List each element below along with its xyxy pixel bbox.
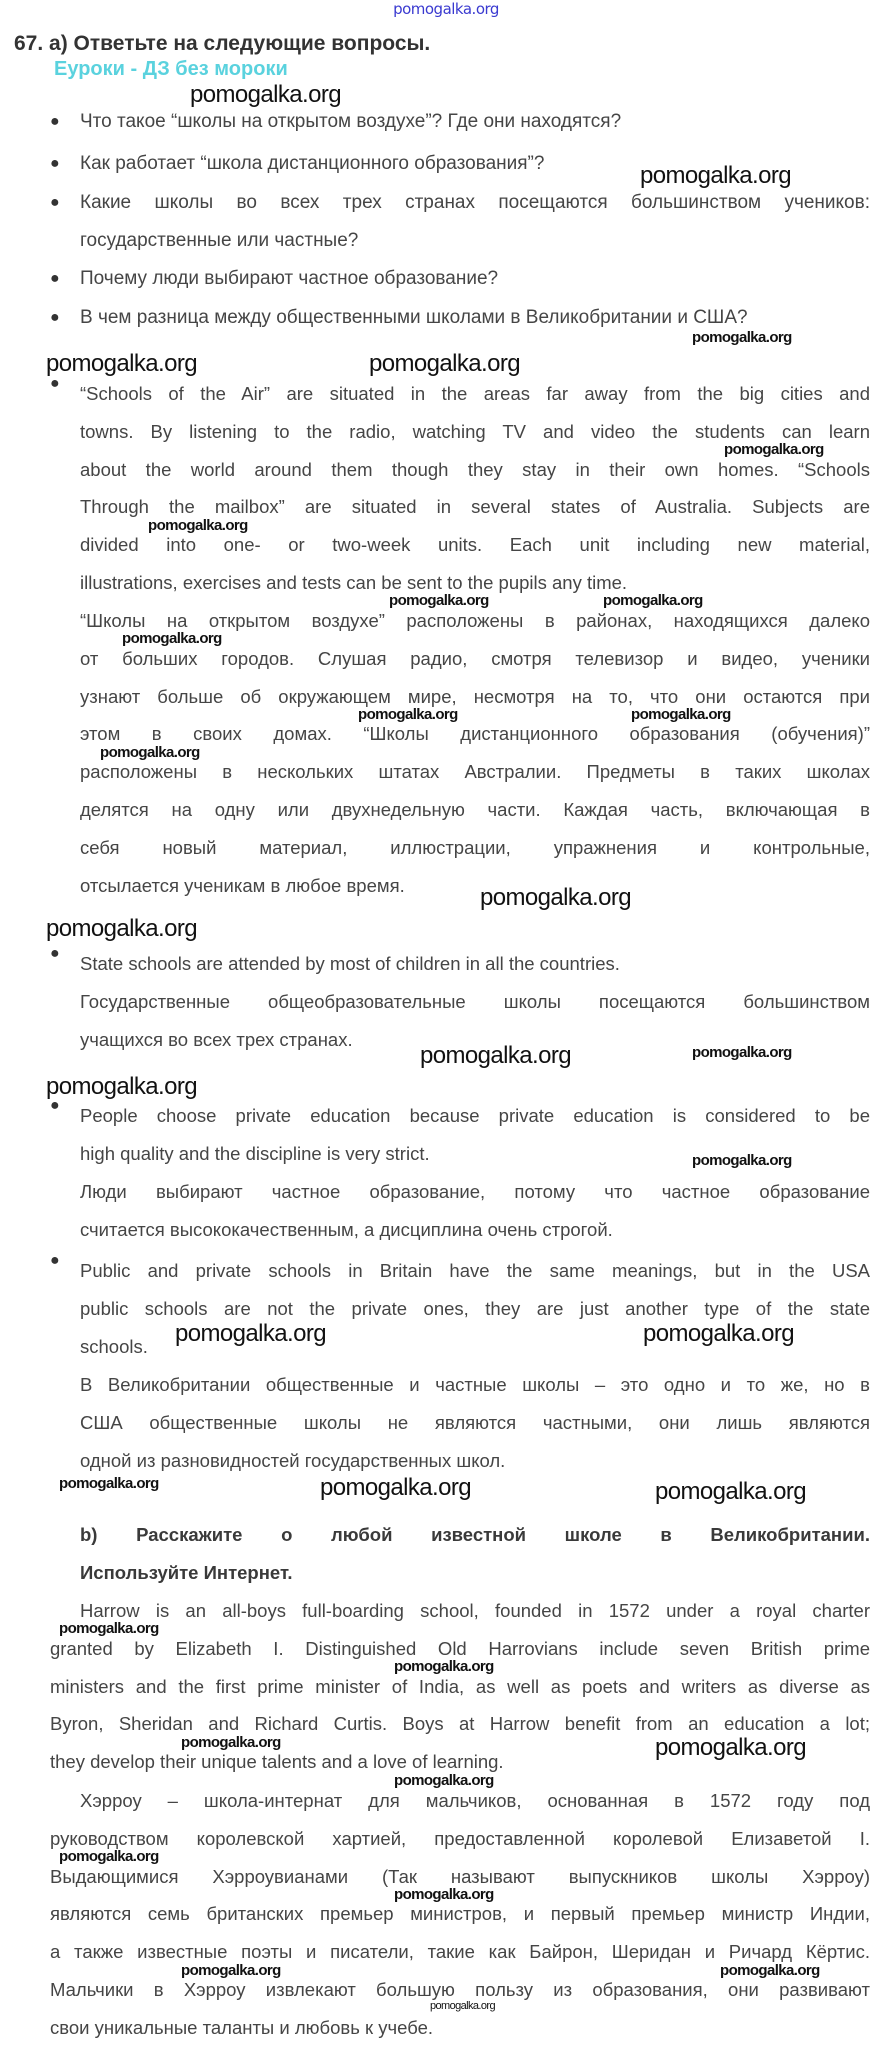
watermark: pomogalka.org bbox=[692, 329, 792, 346]
bullet-icon: ● bbox=[50, 155, 60, 172]
text-line: b) Расскажите о любой известной школе в Великобритании. bbox=[80, 1524, 870, 1545]
text-line: granted by Elizabeth I. Distinguished Old Harrovians include seven British prime bbox=[50, 1637, 870, 1659]
watermark: pomogalka.org bbox=[59, 1475, 159, 1492]
answer-russian bbox=[80, 1173, 870, 1249]
watermark: pomogalka.org bbox=[59, 1848, 159, 1866]
answer-russian bbox=[80, 1366, 870, 1479]
text-line: Как работает “школа дистанционного образования”? bbox=[80, 153, 545, 174]
text-line: а также известные поэты и писатели, такие как Байрон, Шеридан и Ричард Кёртис. bbox=[50, 1941, 870, 1963]
watermark: pomogalka.org bbox=[394, 1658, 494, 1676]
text-line: считается высококачественным, а дисциплина очень строгой. bbox=[80, 1218, 613, 1240]
text-line: США общественные школы не являются частными, они лишь являются bbox=[80, 1411, 870, 1433]
text-line: Выдающимися Хэрроувианами (Так называют выпускников школы Хэрроу) bbox=[50, 1865, 870, 1887]
text-line: divided into one- or two-week units. Each unit including new material, bbox=[80, 534, 870, 556]
question-item bbox=[50, 103, 870, 141]
text-line: одной из разновидностей государственных школ. bbox=[80, 1449, 506, 1471]
text-line: Public and private schools in Britain have the same meanings, but in the USA bbox=[80, 1260, 870, 1281]
text-line: schools. bbox=[80, 1335, 148, 1357]
text-line: Byron, Sheridan and Richard Curtis. Boys at Harrow benefit from an education a lot; bbox=[50, 1713, 870, 1735]
watermark: pomogalka.org bbox=[358, 706, 458, 723]
text-line: Люди выбирают частное образование, потому что частное образование bbox=[80, 1181, 870, 1202]
top-watermark: pomogalka.org bbox=[393, 0, 499, 18]
watermark: pomogalka.org bbox=[59, 1620, 159, 1638]
text-line: “Schools of the Air” are situated in the areas far away from the big cities and bbox=[80, 383, 870, 404]
text-line: Какие школы во всех трех странах посещаются большинством учеников: bbox=[80, 192, 870, 213]
text-line: Используйте Интернет. bbox=[80, 1561, 293, 1583]
bullet-icon: ● bbox=[50, 270, 60, 287]
text-line: Государственные общеобразовательные школы посещаются большинством bbox=[80, 991, 870, 1012]
bullet-icon: ● bbox=[50, 309, 60, 326]
answer-english bbox=[50, 945, 870, 983]
text-line: high quality and the discipline is very strict. bbox=[80, 1142, 430, 1164]
brand-label: Еуроки - ДЗ без мороки bbox=[54, 58, 288, 80]
watermark: pomogalka.org bbox=[394, 1771, 494, 1789]
watermark: pomogalka.org bbox=[46, 350, 197, 377]
text-line: towns. By listening to the radio, watching TV and video the students can learn bbox=[80, 420, 870, 442]
text-line: about the world around them though they stay in their own homes. “Schools bbox=[80, 458, 870, 480]
watermark: pomogalka.org bbox=[389, 592, 489, 610]
text-line: этом в своих домах. “Школы дистанционного образования (обучения)” bbox=[80, 723, 870, 745]
watermark: pomogalka.org bbox=[394, 1886, 494, 1903]
text-line: учащихся во всех трех странах. bbox=[80, 1028, 353, 1050]
watermark: pomogalka.org bbox=[692, 1044, 792, 1061]
answer-english bbox=[50, 1252, 870, 1365]
text-line: Почему люди выбирают частное образование? bbox=[80, 268, 499, 289]
text-line: руководством королевской хартией, предоставленной королевой Елизаветой I. bbox=[50, 1827, 870, 1849]
watermark: pomogalka.org bbox=[190, 81, 341, 108]
text-line: государственные или частные? bbox=[80, 229, 359, 251]
question-item bbox=[50, 260, 870, 298]
text-line: ministers and the first prime minister of India, as well as poets and writers as diverse as bbox=[50, 1675, 870, 1697]
text-line: В чем разница между общественными школами в Великобритании и США? bbox=[80, 307, 748, 328]
watermark: pomogalka.org bbox=[480, 884, 631, 911]
answer-english bbox=[50, 375, 870, 602]
watermark: pomogalka.org bbox=[175, 1320, 326, 1347]
text-line: “Школы на открытом воздухе” расположены в районах, находящихся далеко bbox=[80, 610, 870, 631]
question-item bbox=[50, 184, 870, 260]
watermark: pomogalka.org bbox=[420, 1042, 571, 1069]
text-line: they develop their unique talents and a love of learning. bbox=[50, 1751, 504, 1773]
watermark: pomogalka.org bbox=[643, 1320, 794, 1347]
watermark: pomogalka.org bbox=[46, 1073, 197, 1100]
watermark: pomogalka.org bbox=[692, 1152, 792, 1169]
text-line: В Великобритании общественные и частные школы – это одно и то же, но в bbox=[80, 1374, 870, 1395]
bullet-icon: ● bbox=[50, 113, 60, 130]
text-line: People choose private education because private education is considered to be bbox=[80, 1105, 870, 1126]
watermark: pomogalka.org bbox=[603, 592, 703, 610]
watermark: pomogalka.org bbox=[655, 1478, 806, 1505]
watermark: pomogalka.org bbox=[631, 706, 731, 723]
text-line: свои уникальные таланты и любовь к учебе. bbox=[50, 2016, 434, 2038]
bullet-icon: ● bbox=[50, 194, 60, 211]
bullet-icon: ● bbox=[50, 945, 60, 962]
text-line: public schools are not the private ones, they are just another type of the state bbox=[80, 1297, 870, 1319]
text-line: себя новый материал, иллюстрации, упражнения и контрольные, bbox=[80, 836, 870, 858]
text-line: State schools are attended by most of children in all the countries. bbox=[80, 953, 620, 974]
watermark: pomogalka.org bbox=[640, 162, 791, 189]
text-line: узнают больше об окружающем мире, несмотря на то, что они остаются при bbox=[80, 685, 870, 707]
text-line: расположены в нескольких штатах Австралии. Предметы в таких школах bbox=[80, 761, 870, 783]
text-line: Through the mailbox” are situated in several states of Australia. Subjects are bbox=[80, 496, 870, 518]
text-line: Мальчики в Хэрроу извлекают большую пользу из образования, они развивают bbox=[50, 1978, 870, 2000]
text-line: Harrow is an all-boys full-boarding school, founded in 1572 under a royal charter bbox=[80, 1600, 870, 1621]
text-line: делятся на одну или двухнедельную части. Каждая часть, включающая в bbox=[80, 798, 870, 820]
watermark: pomogalka.org bbox=[724, 441, 824, 459]
bullet-icon: ● bbox=[50, 375, 60, 392]
part-b-heading bbox=[80, 1516, 870, 1592]
watermark: pomogalka.org bbox=[100, 743, 200, 761]
watermark: pomogalka.org bbox=[46, 915, 197, 942]
watermark: pomogalka.org bbox=[720, 1961, 820, 1979]
watermark: pomogalka.org bbox=[181, 1961, 281, 1979]
text-line: от больших городов. Слушая радио, смотря телевизор и видео, ученики bbox=[80, 647, 870, 669]
exercise-heading: 67. а) Ответьте на следующие вопросы. bbox=[14, 32, 431, 55]
text-line: illustrations, exercises and tests can be sent to the pupils any time. bbox=[80, 571, 628, 593]
text-line: Что такое “школы на открытом воздухе”? Где они находятся? bbox=[80, 111, 622, 132]
watermark: pomogalka.org bbox=[320, 1474, 471, 1501]
text-line: Хэрроу – школа-интернат для мальчиков, основанная в 1572 году под bbox=[80, 1790, 870, 1811]
watermark: pomogalka.org bbox=[430, 2000, 495, 2012]
watermark: pomogalka.org bbox=[369, 350, 520, 377]
watermark: pomogalka.org bbox=[181, 1733, 281, 1751]
watermark: pomogalka.org bbox=[655, 1734, 806, 1761]
text-line: отсылается ученикам в любое время. bbox=[80, 874, 405, 896]
watermark: pomogalka.org bbox=[122, 630, 222, 648]
bullet-icon: ● bbox=[50, 1097, 60, 1114]
bullet-icon: ● bbox=[50, 1252, 60, 1269]
watermark: pomogalka.org bbox=[148, 516, 248, 534]
text-line: являются семь британских премьер министров, и первый премьер министр Индии, bbox=[50, 1903, 870, 1925]
